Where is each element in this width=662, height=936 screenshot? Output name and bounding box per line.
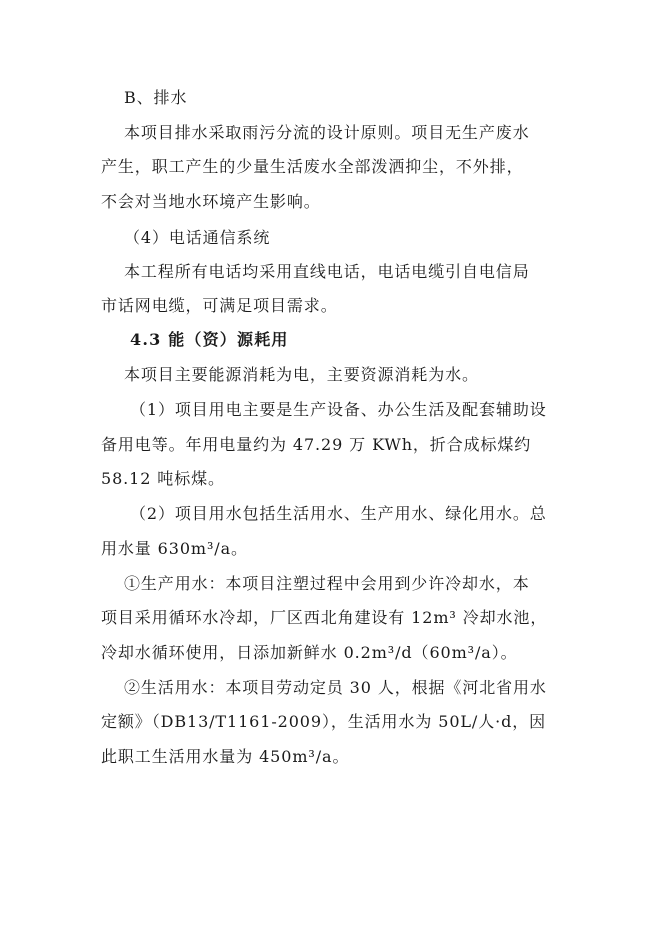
- drainage-paragraph-line-1: 本项目排水采取雨污分流的设计原则。项目无生产废水: [124, 123, 530, 142]
- production-water-line-2: 项目采用循环水冷却，厂区西北角建设有 12m³ 冷却水池，: [101, 608, 548, 627]
- production-water-line-3: 冷却水循环使用，日添加新鲜水 0.2m³/d（60m³/a）。: [101, 643, 518, 662]
- electricity-paragraph-line-2: 备用电等。年用电量约为 47.29 万 KWh，折合成标煤约: [101, 435, 532, 454]
- electricity-paragraph-line-1: （1）项目用电主要是生产设备、办公生活及配套辅助设: [130, 400, 547, 419]
- telecom-paragraph-line-2: 市话网电缆，可满足项目需求。: [101, 296, 338, 315]
- section-b-drainage-title: B、排水: [124, 88, 188, 107]
- domestic-water-line-3: 此职工生活用水量为 450m³/a。: [101, 747, 350, 766]
- electricity-paragraph-line-3: 58.12 吨标煤。: [101, 469, 225, 488]
- section-telecom-title: （4）电话通信系统: [124, 228, 271, 247]
- domestic-water-line-1: ②生活用水：本项目劳动定员 30 人，根据《河北省用水: [124, 678, 547, 697]
- production-water-line-1: ①生产用水：本项目注塑过程中会用到少许冷却水，本: [124, 574, 530, 593]
- drainage-paragraph-line-3: 不会对当地水环境产生影响。: [101, 192, 321, 211]
- energy-summary-line: 本项目主要能源消耗为电，主要资源消耗为水。: [124, 365, 479, 384]
- domestic-water-line-2: 定额》（DB13/T1161-2009），生活用水为 50L/人·d，因: [101, 712, 547, 731]
- drainage-paragraph-line-2: 产生，职工产生的少量生活废水全部泼洒抑尘，不外排，: [101, 157, 524, 176]
- water-paragraph-line-1: （2）项目用水包括生活用水、生产用水、绿化用水。总: [130, 504, 547, 523]
- section-4-3-heading: 4.3 能（资）源耗用: [130, 330, 289, 349]
- telecom-paragraph-line-1: 本工程所有电话均采用直线电话，电话电缆引自电信局: [124, 262, 530, 281]
- water-paragraph-line-2: 用水量 630m³/a。: [101, 539, 248, 558]
